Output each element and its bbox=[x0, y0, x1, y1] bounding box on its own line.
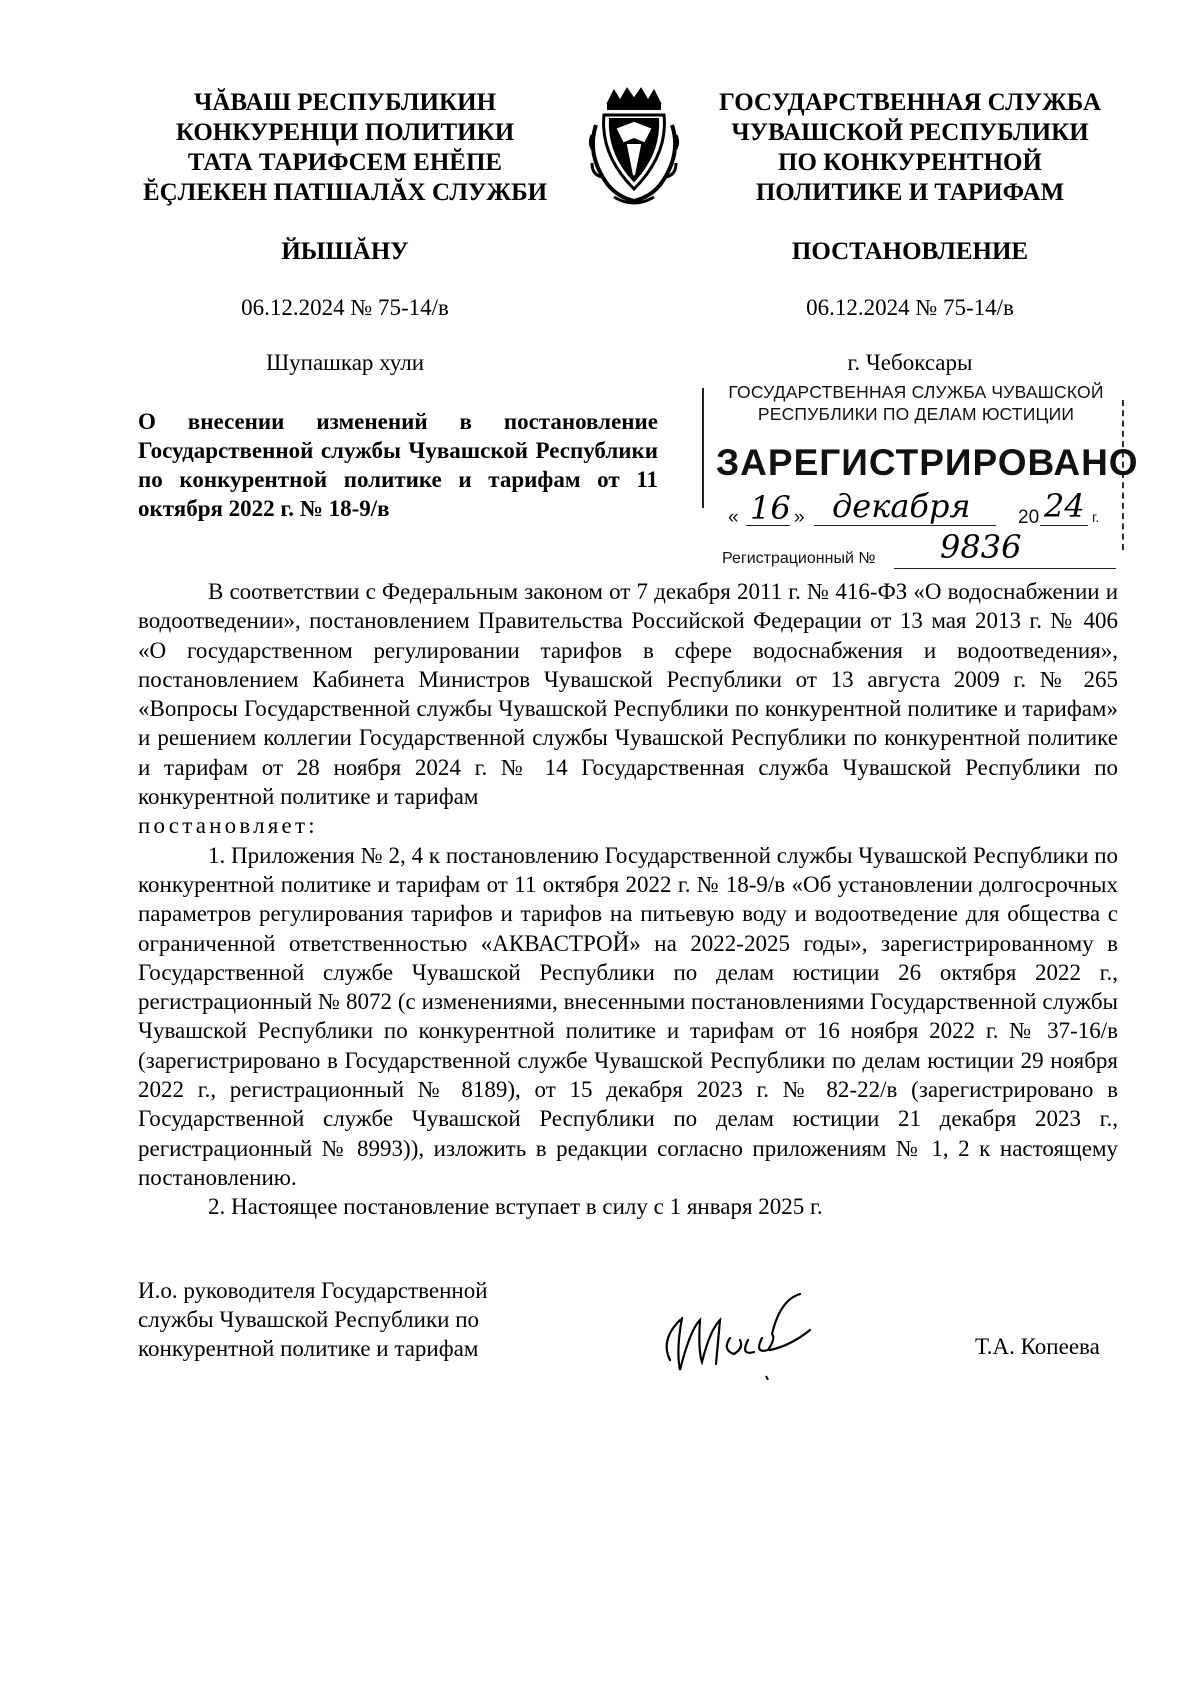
header-chuvash-org-name bbox=[135, 88, 555, 208]
handwritten-signature bbox=[650, 1290, 820, 1380]
stamp-quote-open: « bbox=[728, 507, 739, 528]
date-number-chuvash: 06.12.2024 № 75-14/в bbox=[241, 295, 449, 320]
registration-stamp bbox=[702, 380, 1139, 573]
stamp-month-underline bbox=[814, 525, 996, 526]
signer-position bbox=[138, 1276, 578, 1363]
city-chuvash: Шупашкар хули bbox=[265, 350, 425, 375]
body-item-1: 1. Приложения № 2, 4 к постановлению Государственной службы Чувашской Республики по конкурентной политике и тарифам от 11 октября 2022 г. № 18-9/в «Об установлении долгосрочных параметров регулирования тарифов и тарифов на питьевую воду и водоотведение для общества с ограниченной ответственностью «АКВАСТРОЙ» на 2022-2025 годы», зарегистрированному в Государственной службе Чувашской Республики по делам юстиции 26 октября 2022 г., регистрационный № 8072 (с изменениями, внесенными постановлениями Государственной службы Чувашской Республики по конкурентной политике и тарифам от 16 ноября 2022 г. № 37-16/в (зарегистрировано в Государственной службе Чувашской Республики по делам юстиции 29 ноября 2022 г., регистрационный № 8189), от 15 декабря 2023 г. № 82-22/в (зарегистрировано в Государственной службе Чувашской Республики по делам юстиции 21 декабря 2023 г., регистрационный № 8993)), изложить в редакции согласно приложениям № 1, 2 к настоящему постановлению. bbox=[138, 842, 1118, 1190]
body-resolves: постановляет: bbox=[138, 813, 318, 839]
signer-name: Т.А. Копеева bbox=[975, 1334, 1100, 1359]
body-preamble: В соответствии с Федеральным законом от 7 декабря 2011 г. № 416-ФЗ «О водоснабжении и водоотведении», постановлением Правительства Российской Федерации от 13 мая 2013 г. № 406 «О государственном регулировании тарифов в сфере водоснабжения и водоотведения», постановлением Кабинета Министров Чувашской Республики от 13 августа 2009 г. № 265 «Вопросы Государственной службы Чувашской Республики по конкурентной политике и тарифам» и решением коллегии Государственной службы Чувашской Республики по конкурентной политике и тарифам от 28 ноября 2024 г. № 14 Государственная служба Чувашской Республики по конкурентной политике и тарифам bbox=[138, 579, 1118, 810]
stamp-year-mark: г. bbox=[1092, 509, 1100, 525]
signer-position-line: конкурентной политике и тарифам bbox=[138, 1336, 479, 1361]
header-left-line: КОНКУРЕНЦИ ПОЛИТИКИ bbox=[175, 119, 515, 146]
city-russian: г. Чебоксары bbox=[847, 350, 973, 375]
header-right-line: ПО КОНКУРЕНТНОЙ bbox=[778, 149, 1042, 176]
document-body bbox=[138, 577, 1118, 1222]
document-subject: О внесении изменений в постановление Государственной службы Чувашской Республики по конкурентной политике и тарифам от 11 октября 2022 г. № 18-9/в bbox=[138, 409, 658, 521]
stamp-day-underline bbox=[746, 525, 790, 526]
header-russian-org-name bbox=[700, 88, 1120, 208]
header-left-line: ĔÇЛЕКЕН ПАТШАЛĂХ СЛУЖБИ bbox=[142, 179, 548, 206]
body-item-2: 2. Настоящее постановление вступает в силу с 1 января 2025 г. bbox=[208, 1194, 823, 1220]
stamp-registration-line bbox=[722, 528, 1122, 574]
stamp-left-border bbox=[702, 388, 704, 508]
stamp-date-line bbox=[722, 487, 1122, 535]
stamp-reg-underline bbox=[894, 568, 1116, 569]
signer-position-line: службы Чувашской Республики по bbox=[138, 1307, 480, 1332]
stamp-quote-close: » bbox=[794, 507, 805, 528]
stamp-org-line: РЕСПУБЛИКИ ПО ДЕЛАМ ЮСТИЦИИ bbox=[757, 404, 1075, 424]
header-left-line: ЧĂВАШ РЕСПУБЛИКИН bbox=[193, 89, 497, 116]
header-left-line: ТАТА ТАРИФСЕМ ЕНĔПЕ bbox=[187, 149, 503, 176]
header-right-line: ЧУВАШСКОЙ РЕСПУБЛИКИ bbox=[731, 119, 1089, 146]
doc-type-chuvash: ЙЫШĂНУ bbox=[281, 238, 409, 265]
stamp-reg-label: Регистрационный № bbox=[722, 550, 876, 567]
signer-position-line: И.о. руководителя Государственной bbox=[138, 1278, 488, 1303]
doc-type-russian: ПОСТАНОВЛЕНИЕ bbox=[791, 238, 1029, 265]
stamp-day-handwritten: 16 bbox=[750, 489, 791, 527]
stamp-title: ЗАРЕГИСТРИРОВАНО bbox=[716, 442, 1139, 483]
stamp-reg-number-handwritten: 9836 bbox=[940, 528, 1022, 566]
date-number-russian: 06.12.2024 № 75-14/в bbox=[806, 295, 1014, 320]
stamp-year-prefix: 20 bbox=[1018, 507, 1040, 528]
chuvash-coat-of-arms-icon bbox=[578, 85, 690, 215]
stamp-year-handwritten: 24 bbox=[1044, 487, 1085, 525]
header-right-line: ГОСУДАРСТВЕННАЯ СЛУЖБА bbox=[718, 89, 1102, 116]
stamp-org-line: ГОСУДАРСТВЕННАЯ СЛУЖБА ЧУВАШСКОЙ bbox=[728, 382, 1104, 402]
stamp-year-underline bbox=[1040, 525, 1088, 526]
stamp-month-handwritten: декабря bbox=[832, 487, 971, 525]
header-right-line: ПОЛИТИКЕ И ТАРИФАМ bbox=[755, 179, 1065, 206]
